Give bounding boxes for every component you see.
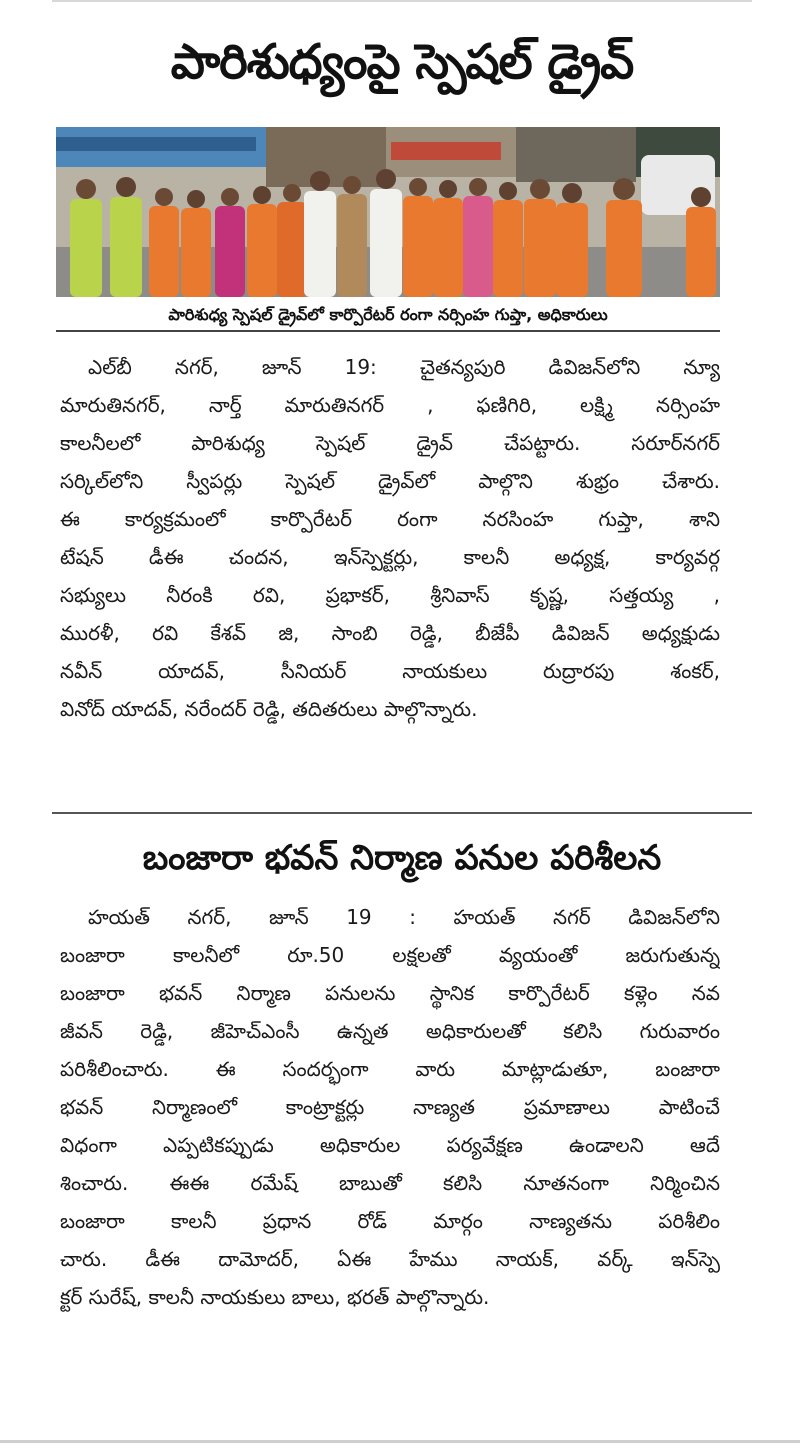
article-line: భవన్ నిర్మాణంలో కాంట్రాక్టర్లు నాణ్యత ప్రమాణాలు పాటించే [60,1095,720,1119]
top-rule [52,0,752,2]
photo-caption: పారిశుధ్య స్పెషల్ డ్రైవ్‌లో కార్పొరేటర్ రంగా నర్సింహ గుప్తా, అధికారులు [56,300,720,332]
news-photo [56,127,720,297]
article-line: కాలనీలలో పారిశుధ్య స్పెషల్ డ్రైవ్ చేపట్టారు. సరూర్‌నగర్ [60,431,720,455]
article-line: ఈ కార్యక్రమంలో కార్పొరేటర్ రంగా నరసింహ గుప్తా, శాని [60,507,720,531]
article-line: చారు. డీఈ దామోదర్, ఏఈ హేము నాయక్, వర్క్ ఇన్‌స్పె [60,1247,720,1271]
article-line: హయత్ నగర్, జూన్ 19 : హయత్ నగర్ డివిజన్‌లోని [88,905,720,929]
article-line: జీవన్ రెడ్డి, జీహెచ్‌ఎంసీ ఉన్నత అధికారులతో కలిసి గురువారం [60,1019,720,1043]
article-line: బంజారా కాలనీ ప్రధాన రోడ్ మార్గం నాణ్యతను పరిశీలిం [60,1209,720,1233]
article-line: మారుతినగర్, నార్త్ మారుతినగర్ , ఫణిగిరి, లక్ష్మి నర్సింహ [60,393,720,417]
article-body-1 [60,348,720,728]
second-headline: బంజారా భవన్ నిర్మాణ పనుల పరిశీలన [142,838,662,878]
article-line: టేషన్ డీఈ చందన, ఇన్‌స్పెక్టర్లు, కాలనీ అధ్యక్ష, కార్యవర్గ [60,545,720,569]
article-line: పరిశీలించారు. ఈ సందర్భంగా వారు మాట్లాడుతూ, బంజారా [60,1057,720,1081]
bottom-rule [0,1440,800,1443]
article-body-2 [60,898,720,1316]
article-line: నవీన్ యాదవ్, సీనియర్ నాయకులు రుద్రారపు శంకర్, [60,659,720,683]
headline: పారిశుధ్యంపై స్పెషల్ డ్రైవ్ [170,34,634,90]
section-divider [52,812,752,814]
article-line: మురళీ, రవి కేశవ్ జి, సాంబి రెడ్డి, బీజేపీ డివిజన్ అధ్యక్షుడు [60,621,720,645]
article-line: ఎల్‌బీ నగర్, జూన్ 19: చైతన్యపురి డివిజన్‌లోని న్యూ [88,355,720,379]
newspaper-clipping [52,0,752,1422]
article-line: బంజారా కాలనీలో రూ.50 లక్షలతో వ్యయంతో జరుగుతున్న [60,943,720,967]
article-line: క్టర్ సురేష్, కాలనీ నాయకులు బాలు, భరత్ పాల్గొన్నారు. [60,1285,490,1309]
article-line: శించారు. ఈఈ రమేష్ బాబుతో కలిసి నూతనంగా నిర్మించిన [60,1171,720,1195]
article-line: వినోద్ యాదవ్, నరేందర్ రెడ్డి, తదితరులు పాల్గొన్నారు. [60,697,478,721]
article-line: బంజారా భవన్ నిర్మాణ పనులను స్థానిక కార్పొరేటర్ కళ్లెం నవ [60,981,720,1005]
article-line: సభ్యులు నీరంకి రవి, ప్రభాకర్, శ్రీనివాస్ కృష్ణ, సత్తయ్య , [60,583,720,607]
article-line: విధంగా ఎప్పటికప్పుడు అధికారుల పర్యవేక్షణ ఉండాలని ఆదే [60,1133,720,1157]
article-line: సర్కిల్‌లోని స్వీపర్లు స్పెషల్ డ్రైవ్‌లో పాల్గొని శుభ్రం చేశారు. [60,469,720,493]
